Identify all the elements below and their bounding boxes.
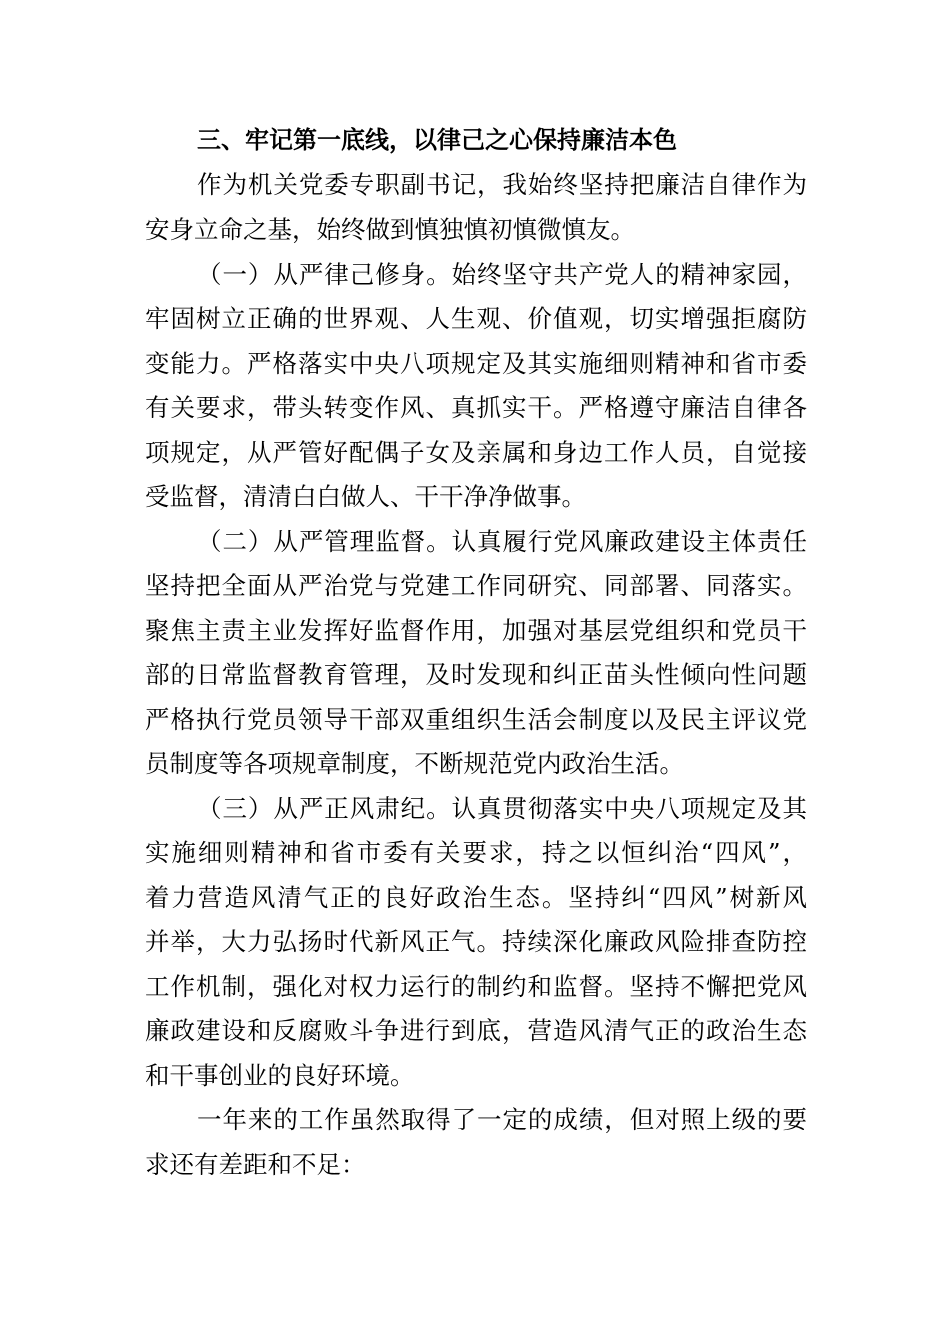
paragraph-line: 牢固树立正确的世界观、人生观、价值观，切实增强拒腐防 [145,304,807,333]
paragraph-line: 受监督，清清白白做人、干干净净做事。 [145,482,586,511]
paragraph-line: 严格执行党员领导干部双重组织生活会制度以及民主评议党 [145,705,807,734]
paragraph-line: 着力营造风清气正的良好政治生态。坚持纠“四风”树新风 [145,883,807,912]
paragraph-line: 有关要求，带头转变作风、真抓实干。严格遵守廉洁自律各 [145,393,807,422]
paragraph-line: 作为机关党委专职副书记，我始终坚持把廉洁自律作为 [197,170,807,199]
paragraph-line: 工作机制，强化对权力运行的制约和监督。坚持不懈把党风 [145,972,807,1001]
paragraph-line: 实施细则精神和省市委有关要求，持之以恒纠治“四风”， [145,838,807,867]
paragraph-line: 并举，大力弘扬时代新风正气。持续深化廉政风险排查防控 [145,927,807,956]
paragraph-line: 部的日常监督教育管理，及时发现和纠正苗头性倾向性问题 [145,660,807,689]
section-heading: 三、牢记第一底线，以律己之心保持廉洁本色 [197,126,677,154]
paragraph-line: 一年来的工作虽然取得了一定的成绩，但对照上级的要 [197,1105,807,1134]
paragraph-line: （二）从严管理监督。认真履行党风廉政建设主体责任 [197,527,807,556]
paragraph-line: （三）从严正风肃纪。认真贯彻落实中央八项规定及其 [197,794,807,823]
paragraph-line: 求还有差距和不足： [145,1150,366,1179]
paragraph-line: 项规定，从严管好配偶子女及亲属和身边工作人员，自觉接 [145,438,807,467]
paragraph-line: 变能力。严格落实中央八项规定及其实施细则精神和省市委 [145,349,807,378]
paragraph-line: （一）从严律己修身。始终坚守共产党人的精神家园， [197,260,807,289]
paragraph-line: 和干事创业的良好环境。 [145,1061,415,1090]
paragraph-line: 聚焦主责主业发挥好监督作用，加强对基层党组织和党员干 [145,616,807,645]
paragraph-line: 坚持把全面从严治党与党建工作同研究、同部署、同落实。 [145,571,807,600]
paragraph-line: 员制度等各项规章制度，不断规范党内政治生活。 [145,749,684,778]
paragraph-line: 廉政建设和反腐败斗争进行到底，营造风清气正的政治生态 [145,1016,807,1045]
paragraph-line: 安身立命之基，始终做到慎独慎初慎微慎友。 [145,215,635,244]
